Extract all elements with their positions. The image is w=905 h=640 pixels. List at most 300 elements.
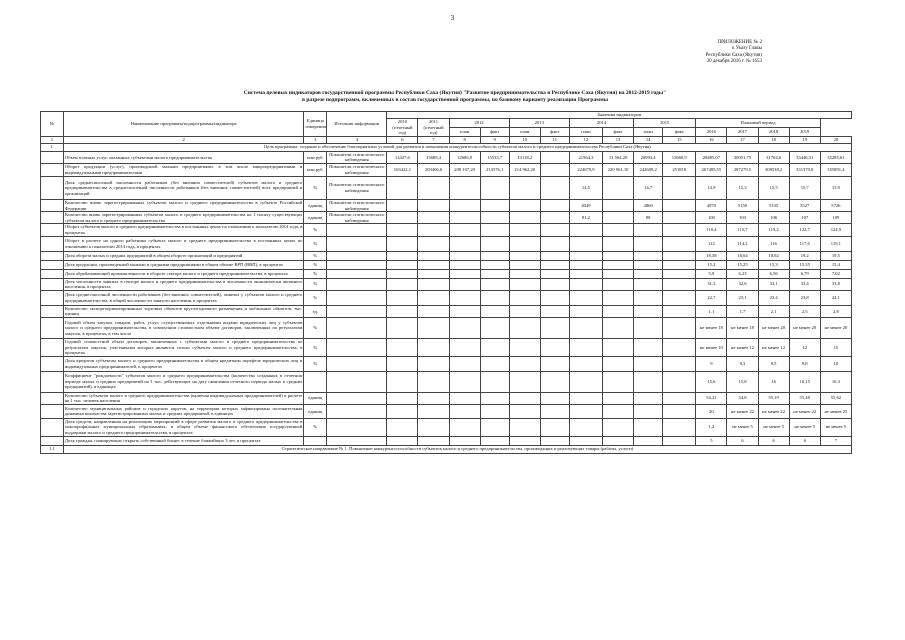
indicator-unit: единиц	[304, 212, 327, 224]
indicator-value	[569, 371, 602, 392]
indicator-source	[327, 236, 387, 251]
indicator-value	[603, 212, 634, 224]
column-number: 7	[418, 136, 449, 143]
indicator-value: 33,4	[789, 278, 820, 290]
indicator-row	[41, 212, 852, 224]
indicator-value: не менее 10	[696, 338, 727, 356]
indicator-row	[41, 236, 852, 251]
indicator-value: 15660,9	[663, 151, 696, 163]
indicator-value	[540, 338, 569, 356]
indicator-value: 9,3	[727, 356, 758, 371]
indicator-row	[41, 290, 852, 305]
indicator-value	[540, 278, 569, 290]
indicator-value: не менее 18	[696, 317, 727, 338]
indicator-unit: единиц	[304, 404, 327, 418]
column-number: 20	[820, 136, 851, 143]
indicator-value	[449, 224, 480, 236]
section-text: Стратегическое направление № 1. Повышение конкурентоспособности субъектов малого и среднего предпринимательства, производящих и реализующих товары (работы, услуги)	[63, 445, 851, 453]
indicator-value	[449, 260, 480, 269]
indicator-value	[634, 392, 663, 404]
header-2015: 2015	[634, 119, 696, 128]
header-2013: 2013	[509, 119, 569, 128]
indicator-value: 6	[727, 436, 758, 445]
document-title	[60, 90, 850, 103]
indicator-value: 7,02	[820, 269, 851, 278]
indicator-value	[663, 269, 696, 278]
page-number: 3	[450, 14, 455, 22]
indicator-value: 224679,9	[569, 163, 602, 176]
indicator-value: 15689,4	[418, 151, 449, 163]
indicator-value: 119,1	[820, 236, 851, 251]
header-2016: 2016	[696, 127, 727, 136]
indicator-value	[480, 199, 509, 211]
indicator-unit	[304, 436, 327, 445]
indicator-value	[663, 305, 696, 317]
indicator-value: 12	[789, 338, 820, 356]
indicator-value: 203406,6	[418, 163, 449, 176]
indicator-value	[663, 260, 696, 269]
indicator-value	[449, 356, 480, 371]
indicator-value: 15	[820, 338, 851, 356]
indicator-row	[41, 251, 852, 260]
indicator-unit: единиц	[304, 199, 327, 211]
indicator-value	[449, 404, 480, 418]
indicator-value	[418, 392, 449, 404]
indicator-value	[634, 436, 663, 445]
indicator-value	[603, 269, 634, 278]
indicator-value	[603, 392, 634, 404]
indicator-value: 119,2	[758, 224, 789, 236]
indicator-value	[449, 176, 480, 199]
indicator-value	[663, 212, 696, 224]
indicator-value	[603, 260, 634, 269]
indicator-value: 33,1	[758, 278, 789, 290]
indicator-value	[603, 278, 634, 290]
indicator-name: Оборот субъектов малого и среднего предпринимательства в постоянных ценах по отношению к показателю 2014 года, в процентах	[64, 224, 303, 235]
indicator-value	[569, 418, 602, 436]
indicator-value	[387, 260, 418, 269]
indicator-value	[603, 305, 634, 317]
indicator-row	[41, 163, 852, 176]
indicator-value	[509, 338, 540, 356]
indicator-value	[509, 305, 540, 317]
indicator-value	[663, 251, 696, 260]
indicator-value: 23,8	[789, 290, 820, 305]
indicator-value: 6	[758, 436, 789, 445]
indicator-value	[509, 176, 540, 199]
row-num-cell	[41, 212, 64, 224]
indicator-value: 15,6	[696, 371, 727, 392]
indicator-value	[603, 251, 634, 260]
indicator-unit: млн руб.	[304, 151, 327, 163]
indicators-table	[40, 111, 852, 454]
indicator-value	[480, 404, 509, 418]
indicator-value	[540, 269, 569, 278]
indicator-value: не менее 20	[820, 317, 851, 338]
indicator-value	[603, 338, 634, 356]
indicator-value: 355891,4	[820, 163, 851, 176]
indicator-value	[449, 199, 480, 211]
indicator-value	[480, 392, 509, 404]
indicator-value	[509, 290, 540, 305]
indicator-value: 5726	[820, 199, 851, 211]
indicator-value: 91,2	[569, 212, 602, 224]
column-number: 19	[789, 136, 820, 143]
indicator-source	[327, 305, 387, 317]
indicator-value	[663, 199, 696, 211]
appendix-block	[650, 40, 762, 66]
indicator-value	[663, 338, 696, 356]
indicator-unit: %	[304, 278, 327, 290]
indicator-value: не менее 12	[727, 338, 758, 356]
row-num-cell	[41, 356, 64, 371]
indicator-value	[509, 260, 540, 269]
row-num-cell	[41, 436, 64, 445]
indicator-unit	[304, 371, 327, 392]
row-num-cell	[41, 224, 64, 236]
indicator-value: 106	[758, 212, 789, 224]
indicator-value	[634, 404, 663, 418]
indicator-value: 13118,2	[509, 151, 540, 163]
indicator-value: 13427,6	[387, 151, 418, 163]
indicator-value: 109	[820, 212, 851, 224]
indicator-source	[327, 260, 387, 269]
indicator-value: 122,7	[789, 224, 820, 236]
indicator-value: 15,9	[820, 176, 851, 199]
indicator-value	[387, 317, 418, 338]
indicator-value: 16	[758, 371, 789, 392]
indicator-value: 7	[820, 436, 851, 445]
indicator-value	[480, 251, 509, 260]
indicator-value: 124,9	[820, 224, 851, 236]
indicator-value: 5150	[727, 199, 758, 211]
indicator-value: 31,3	[696, 278, 727, 290]
indicator-value	[663, 224, 696, 236]
header-fact: факт	[540, 127, 569, 136]
indicator-value: 115,7	[727, 224, 758, 236]
indicator-unit: %	[304, 269, 327, 278]
indicator-name: Доля среднесписочной численности работников (без внешних совместителей), занятых у субъектов малого и среднего предпринимательства, в общей численности занятого населения, в процентах	[63, 290, 304, 305]
indicator-value	[603, 224, 634, 236]
indicator-value: 18,64	[727, 251, 758, 260]
indicator-name: Количество вновь зарегистрированных субъектов малого и среднего предпринимательства на 1 тысячу существующих субъектов малого и среднего предпринимательства	[64, 212, 303, 223]
header-fact: факт	[603, 127, 634, 136]
indicator-value	[540, 224, 569, 236]
indicator-value: 10	[820, 356, 851, 371]
column-number: 4	[327, 136, 387, 143]
indicator-name: Доля продукции, произведенной малыми и средними предприятиями в общем объеме ВРП (ВВП), в процентах	[63, 260, 304, 269]
indicator-value: 15,4	[820, 260, 851, 269]
indicator-value	[418, 199, 449, 211]
header-2018: 2018	[758, 127, 789, 136]
indicator-value: 15,7	[789, 176, 820, 199]
indicator-value	[418, 317, 449, 338]
indicator-source: Показатели статистического наблюдения	[327, 176, 387, 199]
indicator-name: Доля среднесписочной численности работников (без внешних совместителей) субъектов малого и среднего предпринимательства в среднесписочной численности работников (без внешних совместителей) всех предприятий и организаций	[63, 176, 304, 199]
indicator-row	[41, 305, 852, 317]
indicator-value	[663, 404, 696, 418]
indicator-value	[480, 356, 509, 371]
indicator-value	[480, 224, 509, 236]
indicator-value: 15,3	[758, 260, 789, 269]
indicator-value: не менее 5	[820, 418, 851, 436]
indicator-value	[480, 371, 509, 392]
indicator-value	[418, 418, 449, 436]
indicator-value	[569, 392, 602, 404]
indicator-value	[387, 371, 418, 392]
column-number: 14	[634, 136, 663, 143]
indicator-value	[569, 278, 602, 290]
column-number: 3	[304, 136, 327, 143]
indicator-source	[327, 436, 387, 445]
indicator-value: 14,5	[569, 176, 602, 199]
indicator-name: Доля оборота малых и средних предприятий в общем обороте организаций и предприятий	[63, 251, 304, 260]
indicator-value: не менее 5	[727, 418, 758, 436]
header-2011: 2011 (отчетный год)	[418, 119, 449, 137]
indicator-value: 331370,0	[789, 163, 820, 176]
indicator-value	[569, 436, 602, 445]
indicator-value	[387, 199, 418, 211]
indicator-value	[663, 290, 696, 305]
indicator-unit: млн руб.	[304, 163, 327, 176]
indicator-unit: %	[304, 317, 327, 338]
indicator-value: 15,5	[758, 176, 789, 199]
indicator-value	[540, 199, 569, 211]
indicator-name: Коэффициент "рождаемости" субъектов малого и среднего предпринимательства (количество созданных в отчетном периоде малых и средних предприятий на 1 тыс. действующих на дату окончания отчетного периода малых и средних предприятий), в единицах	[63, 371, 304, 392]
indicator-value: 5527	[789, 199, 820, 211]
indicator-value: 2,1	[758, 305, 789, 317]
indicator-value	[509, 418, 540, 436]
indicator-value: не менее 22	[789, 404, 820, 418]
column-number: 16	[696, 136, 727, 143]
indicator-value: 1,7	[727, 305, 758, 317]
indicator-value: 5	[696, 436, 727, 445]
indicator-unit: %	[304, 236, 327, 251]
header-2010: 2010 (отчетный год)	[387, 119, 418, 137]
indicator-value	[387, 290, 418, 305]
indicator-value	[540, 260, 569, 269]
indicator-row	[41, 356, 852, 371]
indicator-value	[449, 212, 480, 224]
indicator-value: 12686,9	[449, 151, 480, 163]
indicator-value	[387, 404, 418, 418]
indicator-value	[480, 290, 509, 305]
indicator-unit: %	[304, 224, 327, 236]
indicator-value	[540, 305, 569, 317]
indicator-value: 15,25	[727, 260, 758, 269]
row-num-cell	[41, 151, 64, 163]
indicator-value: 2,8	[820, 305, 851, 317]
indicator-value: 33446,31	[789, 151, 820, 163]
indicator-unit: %	[304, 418, 327, 436]
indicator-value: 209 107,20	[449, 163, 480, 176]
indicator-row	[41, 269, 852, 278]
indicator-value: не менее 20	[789, 317, 820, 338]
indicator-value: 6	[789, 436, 820, 445]
indicator-value: 5,9	[696, 269, 727, 278]
indicator-value	[449, 418, 480, 436]
indicator-value	[540, 236, 569, 251]
row-num-cell	[41, 236, 64, 251]
indicator-source: Показатели статистического наблюдения	[327, 212, 387, 224]
indicator-value: 15533,7	[480, 151, 509, 163]
indicator-value: 1,1	[696, 305, 727, 317]
indicator-value: 9,8	[789, 356, 820, 371]
indicator-value	[387, 278, 418, 290]
indicator-value	[418, 371, 449, 392]
indicator-row	[41, 371, 852, 392]
indicator-value	[540, 356, 569, 371]
indicator-name: Доля средств, направленная на реализацию мероприятий в сфере развития малого и среднего предпринимательства в монопрофильных муниципальных образованиях, в общем объеме финансового обеспечения государственной поддержки малого и среднего предпринимательства, в процентах	[64, 418, 303, 436]
indicator-value	[387, 251, 418, 260]
indicator-row	[41, 392, 852, 404]
indicator-value	[540, 163, 569, 176]
indicator-value	[540, 176, 569, 199]
indicator-source	[327, 418, 387, 436]
indicator-value: 28485,07	[696, 151, 727, 163]
indicator-value	[480, 212, 509, 224]
indicator-value	[634, 269, 663, 278]
indicator-value	[509, 436, 540, 445]
indicator-value	[418, 436, 449, 445]
indicator-name: Количество муниципальных районов и городских округов, на территории которых зафиксирована положительная динамика количества зарегистрированных малых и средних предприятий, в единицах	[64, 405, 303, 417]
indicator-source	[327, 251, 387, 260]
row-num-cell	[41, 290, 64, 305]
indicator-value	[509, 251, 540, 260]
indicator-value: не менее 12	[758, 338, 789, 356]
indicator-value: 103	[727, 212, 758, 224]
indicator-value	[569, 305, 602, 317]
indicator-source	[327, 371, 387, 392]
indicator-value	[509, 371, 540, 392]
indicator-value: 15,2	[696, 260, 727, 269]
indicator-value: 15,35	[789, 260, 820, 269]
indicator-value: 6,79	[789, 269, 820, 278]
indicator-source	[327, 290, 387, 305]
indicator-value	[663, 356, 696, 371]
indicator-value: 19,2	[789, 251, 820, 260]
header-plan: план	[509, 127, 540, 136]
indicator-value: 220 961,10	[603, 163, 634, 176]
indicator-value: 267485,55	[696, 163, 727, 176]
indicator-value	[540, 418, 569, 436]
indicator-source	[327, 392, 387, 404]
indicator-value: не менее 20	[758, 317, 789, 338]
indicator-value: 14,7	[634, 176, 663, 199]
indicator-value	[480, 436, 509, 445]
indicator-source	[327, 269, 387, 278]
indicator-value	[540, 436, 569, 445]
indicator-value: 9	[696, 356, 727, 371]
indicator-value: 55,62	[820, 392, 851, 404]
indicator-value: 110,4	[696, 224, 727, 236]
indicator-value	[387, 305, 418, 317]
indicator-value	[480, 176, 509, 199]
indicator-source: Показатели статистического наблюдения	[327, 151, 387, 163]
indicator-value	[540, 371, 569, 392]
indicator-value	[569, 224, 602, 236]
indicator-value: 4049	[569, 199, 602, 211]
indicator-value	[449, 338, 480, 356]
header-2014: 2014	[569, 119, 633, 128]
indicator-value	[634, 278, 663, 290]
indicator-value	[509, 224, 540, 236]
indicator-row	[41, 176, 852, 199]
indicator-value: 214 962,20	[509, 163, 540, 176]
indicator-unit: %	[304, 290, 327, 305]
indicator-value: 22,7	[696, 290, 727, 305]
indicator-value: 31704,6	[758, 151, 789, 163]
indicator-value: не менее 22	[758, 404, 789, 418]
header-plan: план	[449, 127, 480, 136]
indicator-value	[540, 317, 569, 338]
section-row	[41, 445, 852, 453]
indicator-value: 23,4	[758, 290, 789, 305]
indicator-unit: %	[304, 338, 327, 356]
indicator-value	[387, 224, 418, 236]
indicator-value	[663, 392, 696, 404]
appendix-line: 30 декабря 2016 г. № 1653	[706, 59, 762, 65]
indicator-value	[418, 176, 449, 199]
indicator-value	[634, 251, 663, 260]
indicator-row	[41, 224, 852, 236]
column-number: 9	[480, 136, 509, 143]
indicator-value	[387, 269, 418, 278]
indicator-value	[418, 290, 449, 305]
indicator-value	[509, 269, 540, 278]
title-line: Система целевых индикаторов государственной программы Республики Саха (Якутия) "Развитие предпринимательства в Республике Саха (Якутия) на 2012-2019 годы"	[243, 90, 667, 96]
indicator-value	[634, 260, 663, 269]
indicator-value	[603, 199, 634, 211]
header-2019: 2019	[789, 127, 820, 136]
indicator-name: Годовой объем закупок товаров, работ, услуг, осуществляемых отдельными видами юридических лиц у субъектов малого и среднего предпринимательства, в совокупном стоимостном объеме договоров, заключенных по результатам закупок, в процентах, в том числе	[63, 317, 304, 338]
indicator-value	[418, 338, 449, 356]
header-values: Значения индикаторов	[387, 112, 852, 119]
header-plan: план	[569, 127, 602, 136]
indicator-name: Количество субъектов малого и среднего предпринимательства (включая индивидуальных предпринимателей) в расчете на 1 тыс. человек населения	[64, 392, 303, 404]
indicator-value: 251818	[663, 163, 696, 176]
indicator-value	[418, 224, 449, 236]
indicator-value	[603, 290, 634, 305]
indicator-value	[480, 278, 509, 290]
indicator-value: 2,5	[789, 305, 820, 317]
indicator-value: 116	[758, 236, 789, 251]
indicator-value	[569, 338, 602, 356]
row-num-cell	[41, 251, 64, 260]
indicator-value	[480, 305, 509, 317]
column-number: 17	[727, 136, 758, 143]
indicator-value: 6,23	[727, 269, 758, 278]
indicator-value	[387, 418, 418, 436]
indicator-value	[449, 251, 480, 260]
indicator-value	[569, 317, 602, 338]
indicator-row	[41, 317, 852, 338]
indicator-value	[634, 305, 663, 317]
indicator-name: Объем платных услуг, оказанных субъектами малого предпринимательства	[63, 151, 304, 163]
indicator-value	[449, 236, 480, 251]
indicator-value: 117,6	[789, 236, 820, 251]
indicator-value	[387, 338, 418, 356]
indicator-source: Показатели статистического наблюдения	[327, 163, 387, 176]
indicator-value	[569, 260, 602, 269]
indicator-source	[327, 338, 387, 356]
indicator-value	[603, 176, 634, 199]
indicator-value	[387, 236, 418, 251]
indicator-row	[41, 278, 852, 290]
indicator-source	[327, 356, 387, 371]
indicator-unit: %	[304, 260, 327, 269]
indicator-value: 16,15	[789, 371, 820, 392]
